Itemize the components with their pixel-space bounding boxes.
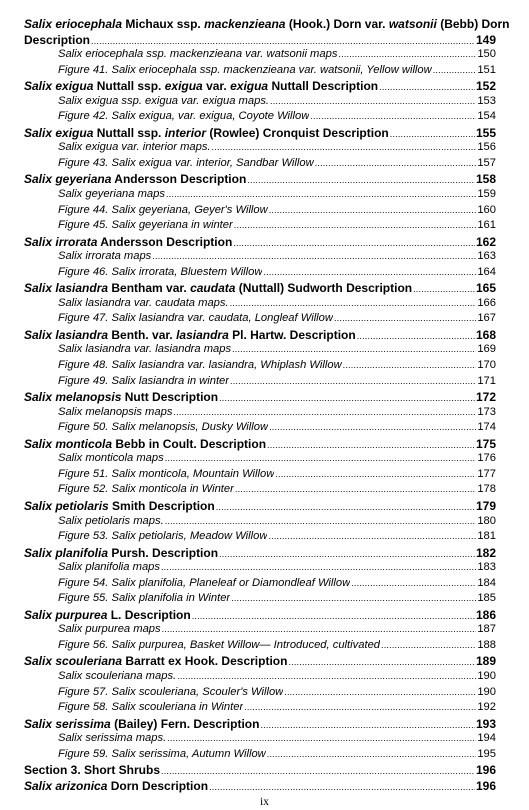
species-name: Salix scouleriana [24,654,123,669]
dot-leader [219,549,475,559]
entry-title: Salix lasiandra var. caudata maps. [58,296,229,309]
toc-entry-subitem[interactable] [24,375,496,391]
entry-title: Figure 41. Salix eriocephala ssp. mackenzieana var. watsonii, Yellow willow [58,63,432,76]
entry-page-number: 183 [477,561,496,574]
entry-title [24,235,232,249]
entry-page-number: 172 [475,390,496,405]
entry-title: Salix planifolia maps [58,561,160,574]
entry-text: Bebb in Coult. Description [112,436,267,451]
species-name: Salix irrorata [24,234,98,249]
species-name: Salix exigua [24,79,94,94]
toc-entry-heading[interactable] [24,654,496,670]
dot-leader [166,189,476,199]
entry-page-number: 154 [477,110,496,123]
species-name: mackenzieana [204,17,286,31]
entry-page-number: 164 [477,265,496,278]
dot-leader [232,344,476,354]
entry-text: Bentham var. [108,281,191,296]
entry-title [24,172,246,186]
toc-entry-subitem[interactable] [24,204,496,220]
entry-title [24,390,218,404]
toc-entry-heading-continued[interactable] [24,33,496,49]
entry-page-number: 162 [475,234,496,249]
dot-leader [230,376,476,386]
dot-leader [351,578,476,588]
entry-title [24,437,266,451]
entry-title: Salix eriocephala ssp. mackenzieana var. watsonii maps [58,48,338,61]
entry-title: Figure 56. Salix purpurea, Basket Willow— Introduced, cultivated [58,638,381,651]
entry-page-number: 194 [477,732,496,745]
toc-entry-subitem[interactable] [24,530,496,546]
species-name: Salix petiolaris [24,498,109,513]
dot-leader [338,49,476,59]
toc-entry-subitem[interactable] [24,219,496,235]
toc-entry-subitem[interactable] [24,297,496,313]
entry-title [24,763,160,777]
toc-entry-subitem[interactable] [24,250,496,266]
dot-leader [192,611,475,621]
dot-leader [379,82,475,92]
species-name: Salix planifolia [24,545,109,560]
entry-title: Salix monticola maps [58,452,164,465]
entry-page-number: 158 [475,172,496,187]
entry-text: Michaux ssp. [122,17,205,31]
dot-leader [267,749,477,759]
entry-page-number: 152 [475,79,496,94]
entry-page-number: 167 [477,312,496,325]
dot-leader [269,205,477,215]
entry-title: Figure 48. Salix lasiandra var. lasiandra, Whiplash Willow [58,359,342,372]
toc-entry-subitem[interactable] [24,48,496,64]
entry-title: Figure 50. Salix melanopsis, Dusky Willow [58,421,269,434]
entry-title [24,546,218,560]
entry-title: Figure 59. Salix serissima, Autumn Willow [58,747,266,760]
entry-title: Figure 53. Salix petiolaris, Meadow Willow [58,530,268,543]
entry-text: Nutt Description [121,390,219,405]
entry-title: Figure 51. Salix monticola, Mountain Willow [58,467,275,480]
species-name: Salix arizonica [24,778,108,793]
entry-title: Description [24,32,91,47]
toc-entry-heading[interactable] [24,779,496,795]
toc-entry-heading[interactable] [24,79,496,95]
entry-title: Figure 57. Salix scouleriana, Scouler's Willow [58,685,284,698]
entry-text: Section 3. Short Shrubs [24,763,161,778]
dot-leader [212,142,477,152]
toc-entry-subitem[interactable] [24,421,496,437]
entry-page-number: 171 [477,374,496,387]
entry-page-number: 175 [475,436,496,451]
entry-title: Figure 43. Salix exigua var. interior, Sandbar Willow [58,156,314,169]
entry-title: Salix melanopsis maps [58,405,173,418]
entry-text: Benth. var. [108,327,177,342]
entry-title: Salix irrorata maps [58,250,152,263]
entry-page-number: 170 [477,359,496,372]
toc-entry-subitem[interactable] [24,732,496,748]
dot-leader [91,36,475,46]
species-name: caudata [190,281,236,296]
toc-entry-subitem[interactable] [24,561,496,577]
toc-entry-heading[interactable] [24,717,496,733]
dot-leader [315,158,477,168]
toc-entry-subitem[interactable] [24,157,496,173]
entry-page-number: 190 [477,669,496,682]
entry-title [24,608,191,622]
entry-page-number: 196 [475,778,496,793]
entry-text: Nuttall Description [268,79,379,94]
entry-text: Barratt ex Hook. Description [122,654,288,669]
toc-entry-subitem[interactable] [24,110,496,126]
species-name: Salix geyeriana [24,172,112,187]
dot-leader [161,766,475,776]
entry-page-number: 156 [477,141,496,154]
species-name: Salix melanopsis [24,390,122,405]
dot-leader [247,175,475,185]
entry-title: Figure 46. Salix irrorata, Bluestem Willow [58,265,263,278]
species-name: lasiandra [176,327,229,342]
dot-leader [269,422,476,432]
toc-entry-subitem[interactable] [24,64,496,80]
entry-text: (Nuttall) Sudworth Description [235,281,413,296]
entry-title: Salix geyeriana maps [58,188,165,201]
entry-title [24,499,215,513]
dot-leader [234,220,477,230]
dot-leader [381,640,476,650]
entry-page-number: 182 [475,545,496,560]
entry-text: Smith Description [108,498,215,513]
entry-title: Figure 54. Salix planifolia, Planeleaf or Diamondleaf Willow [58,576,351,589]
dot-leader [244,702,476,712]
toc-entry-subitem[interactable] [24,577,496,593]
entry-page-number: 187 [477,623,496,636]
entry-title [24,17,510,31]
entry-title [24,717,259,731]
entry-text: Andersson Description [97,234,233,249]
toc-entry-subitem[interactable] [24,592,496,608]
dot-leader [209,782,475,792]
entry-text: Nuttall ssp. [93,125,165,140]
entry-page-number: 159 [477,188,496,201]
entry-title: Figure 49. Salix lasiandra in winter [58,374,230,387]
species-name: Salix purpurea [24,607,108,622]
toc-entry-subitem[interactable] [24,188,496,204]
dot-leader [284,687,476,697]
dot-leader [162,624,477,634]
entry-title [24,281,412,295]
entry-page-number: 181 [477,530,496,543]
toc-entry-subitem[interactable] [24,748,496,764]
toc-entry-heading[interactable] [24,328,496,344]
dot-leader [275,469,476,479]
species-name: watsonii [388,17,437,31]
entry-title: Salix exigua ssp. exigua var. exigua maps. [58,94,270,107]
entry-page-number: 173 [477,405,496,418]
entry-page-number: 157 [477,156,496,169]
entry-page-number: 161 [477,219,496,232]
entry-page-number: 192 [477,701,496,714]
toc-entry-subitem[interactable] [24,468,496,484]
entry-page-number: 174 [477,421,496,434]
dot-leader [263,267,476,277]
entry-title: Figure 47. Salix lasiandra var. caudata, Longleaf Willow [58,312,333,325]
entry-text: (Hook.) Dorn var. [285,17,389,31]
dot-leader [216,502,475,512]
entry-title [24,79,378,93]
species-name: Salix exigua [24,125,94,140]
entry-title: Figure 52. Salix monticola in Winter [58,483,234,496]
species-name: interior [164,125,207,140]
toc-entry-subitem[interactable] [24,343,496,359]
species-name: Salix serissima [24,716,111,731]
dot-leader [173,407,476,417]
dot-leader [231,593,476,603]
entry-page-number: 151 [477,63,496,76]
entry-title: Figure 44. Salix geyeriana, Geyer's Willow [58,203,268,216]
toc-entry-subitem[interactable] [24,670,496,686]
species-name: exigua [164,79,203,94]
entry-title [24,328,356,342]
toc-entry-heading[interactable] [24,390,496,406]
entry-title: Figure 58. Salix scouleriana in Winter [58,701,244,714]
entry-title: Salix purpurea maps [58,623,161,636]
toc-entry-subitem[interactable] [24,406,496,422]
toc-entry-heading[interactable] [24,763,496,779]
species-name: Salix lasiandra [24,281,109,296]
entry-text: var. [202,79,231,94]
toc-entry-heading[interactable] [24,235,496,251]
entry-page-number: 149 [475,32,496,47]
toc-entry-subitem[interactable] [24,483,496,499]
dot-leader [357,331,475,341]
entry-page-number: 165 [475,281,496,296]
dot-leader [270,96,476,106]
entry-title [24,654,287,668]
dot-leader [390,129,475,139]
entry-page-number: 160 [477,203,496,216]
entry-page-number: 184 [477,576,496,589]
species-name: Salix monticola [24,436,113,451]
dot-leader [165,453,477,463]
entry-text: (Bailey) Fern. Description [110,716,260,731]
dot-leader [343,360,477,370]
entry-title: Figure 55. Salix planifolia in Winter [58,592,231,605]
toc-entry-subitem[interactable] [24,515,496,531]
entry-text: (Bebb) Dorn [436,17,510,31]
toc-entry-heading[interactable] [24,546,496,562]
toc-entry-subitem[interactable] [24,266,496,282]
table-of-contents [24,17,510,794]
entry-page-number: 177 [477,467,496,480]
toc-entry-heading[interactable] [24,172,496,188]
entry-text: Dorn Description [107,778,209,793]
toc-entry-subitem[interactable] [24,312,496,328]
dot-leader [235,484,476,494]
entry-page-number: 193 [475,716,496,731]
toc-entry-subitem[interactable] [24,701,496,717]
entry-page-number: 186 [475,607,496,622]
entry-page-number: 176 [477,452,496,465]
entry-page-number: 163 [477,250,496,263]
entry-text: Nuttall ssp. [93,79,165,94]
dot-leader [152,251,476,261]
entry-title: Salix scouleriana maps. [58,669,177,682]
entry-page-number: 178 [477,483,496,496]
entry-text: L. Description [107,607,191,622]
toc-entry-subitem[interactable] [24,359,496,375]
dot-leader [267,440,475,450]
species-name: exigua [230,79,269,94]
page-number: ix [260,796,269,808]
dot-leader [230,298,477,308]
dot-leader [288,657,475,667]
entry-text: Pl. Hartw. Description [228,327,356,342]
entry-page-number: 180 [477,514,496,527]
entry-title: Salix exigua var. interior maps. [58,141,211,154]
entry-text: (Rowlee) Cronquist Description [206,125,389,140]
dot-leader [219,393,475,403]
entry-page-number: 188 [477,638,496,651]
toc-entry-subitem[interactable] [24,95,496,111]
dot-leader [310,111,476,121]
entry-page-number: 195 [477,747,496,760]
dot-leader [260,720,475,730]
dot-leader [334,313,476,323]
toc-entry-heading[interactable] [24,17,510,33]
entry-page-number: 190 [477,685,496,698]
dot-leader [413,284,475,294]
toc-entry-subitem[interactable] [24,686,496,702]
toc-entry-heading[interactable] [24,281,496,297]
entry-text: Andersson Description [111,172,247,187]
entry-page-number: 169 [477,343,496,356]
entry-title: Figure 42. Salix exigua, var. exigua, Coyote Willow [58,110,310,123]
entry-page-number: 155 [475,125,496,140]
entry-title [24,779,208,793]
entry-page-number: 179 [475,498,496,513]
entry-title: Salix lasiandra var. lasiandra maps [58,343,232,356]
entry-text: Pursh. Description [108,545,219,560]
toc-entry-heading[interactable] [24,499,496,515]
entry-page-number: 168 [475,327,496,342]
dot-leader [177,671,476,681]
entry-page-number: 189 [475,654,496,669]
entry-page-number: 150 [477,48,496,61]
species-name: Salix eriocephala [24,17,123,31]
entry-title [24,126,389,140]
entry-page-number: 166 [477,296,496,309]
toc-entry-subitem[interactable] [24,141,496,157]
species-name: Salix lasiandra [24,327,109,342]
dot-leader [233,238,475,248]
toc-entry-subitem[interactable] [24,452,496,468]
dot-leader [161,562,476,572]
entry-page-number: 153 [477,94,496,107]
entry-title: Salix serissima maps. [58,732,167,745]
entry-title: Salix petiolaris maps. [58,514,164,527]
entry-page-number: 185 [477,592,496,605]
entry-title: Figure 45. Salix geyeriana in winter [58,219,233,232]
dot-leader [433,65,477,75]
toc-entry-subitem[interactable] [24,639,496,655]
entry-page-number: 196 [475,763,496,778]
dot-leader [167,733,476,743]
dot-leader [165,516,477,526]
toc-entry-heading[interactable] [24,126,496,142]
dot-leader [268,531,476,541]
toc-entry-heading[interactable] [24,608,496,624]
toc-entry-heading[interactable] [24,437,496,453]
toc-entry-subitem[interactable] [24,623,496,639]
